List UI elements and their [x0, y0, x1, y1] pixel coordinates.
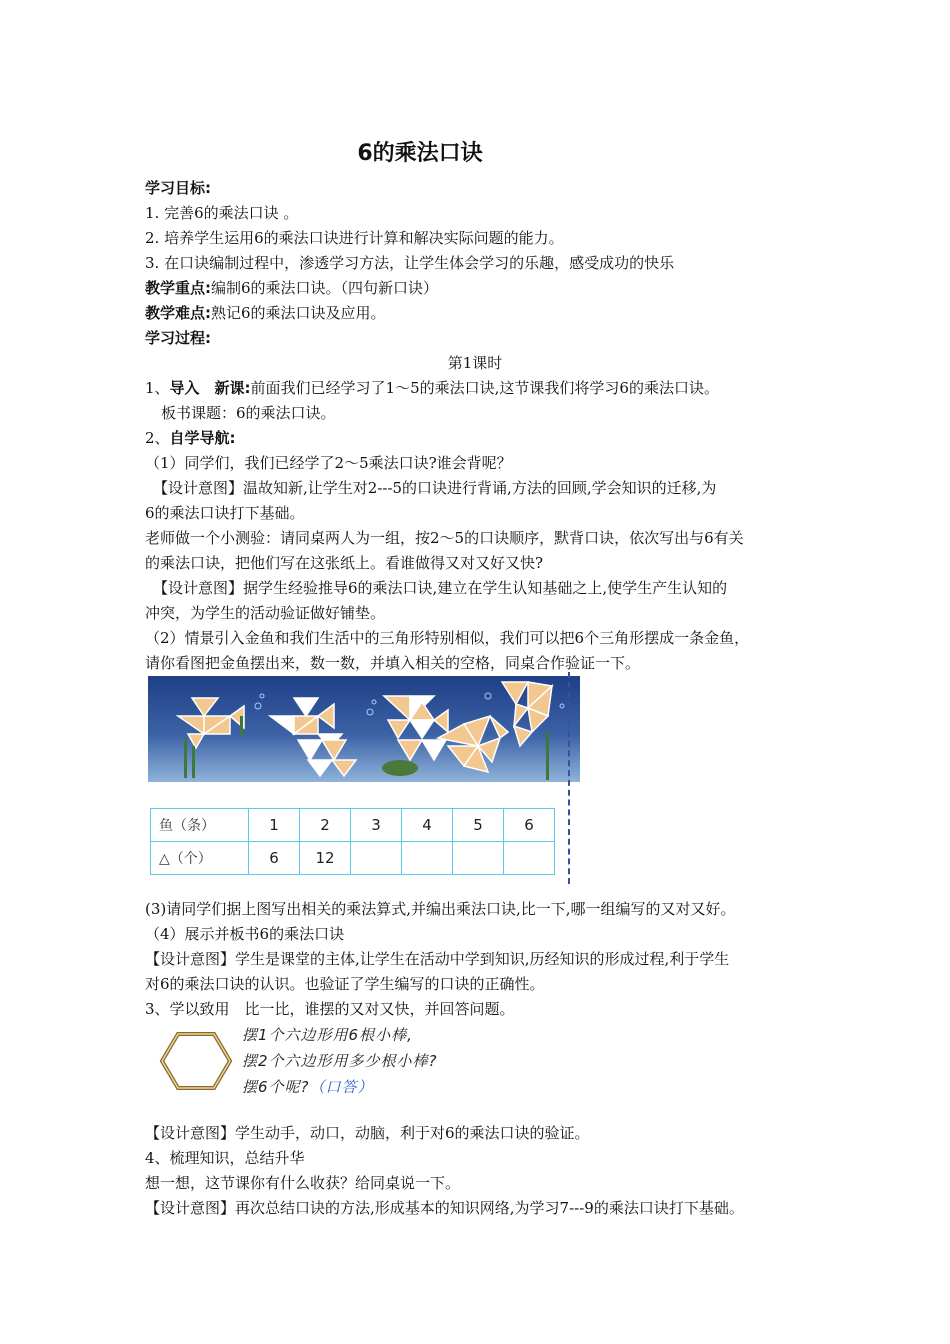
- table-cell: 2: [300, 809, 351, 842]
- key-point: 教学重点:编制6的乘法口诀。（四句新口诀）: [145, 279, 439, 297]
- table-cell: [402, 842, 453, 875]
- goal-1: 1. 完善6的乘法口诀 。: [145, 204, 299, 222]
- table-cell: 12: [300, 842, 351, 875]
- design-3-line1: 【设计意图】学生是课堂的主体,让学生在活动中学到知识,历经知识的形成过程,利于学生: [145, 950, 730, 968]
- row-label-fish: 鱼（条）: [151, 809, 249, 842]
- table-row: [151, 809, 555, 842]
- para-1: （1）同学们，我们已经学了2～5乘法口诀?谁会背呢？: [145, 454, 512, 472]
- table-cell: [453, 842, 504, 875]
- table-cell: 5: [453, 809, 504, 842]
- para-2-line2: 请你看图把金鱼摆出来，数一数，并填入相关的空格，同桌合作验证一下。: [145, 654, 641, 672]
- table-cell: 1: [249, 809, 300, 842]
- design-1-line1: 【设计意图】温故知新,让学生对2---5的口诀进行背诵,方法的回顾,学会知识的迁移,为: [153, 479, 717, 497]
- table-cell: [351, 842, 402, 875]
- hex-line-2: 摆2个六边形用多少根小棒?: [242, 1052, 438, 1070]
- design-2-line2: 冲突，为学生的活动验证做好铺垫。: [145, 604, 386, 622]
- goal-2: 2. 培养学生运用6的乘法口诀进行计算和解决实际问题的能力。: [145, 229, 564, 247]
- section-3: 3、学以致用 比一比，谁摆的又对又快，并回答问题。: [145, 1000, 515, 1018]
- para-3: (3)请同学们据上图写出相关的乘法算式,并编出乘法口诀,比一下,哪一组编写的又对又好。: [145, 900, 736, 918]
- goal-3: 3. 在口诀编制过程中，渗透学习方法，让学生体会学习的乐趣，感受成功的快乐: [145, 254, 675, 272]
- table-cell: [504, 842, 555, 875]
- hexagon-questions: [242, 1022, 438, 1100]
- design-4: 【设计意图】学生动手，动口，动脑，利于对6的乘法口诀的验证。: [145, 1124, 590, 1142]
- table-cell: 6: [504, 809, 555, 842]
- design-1-line2: 6的乘法口诀打下基础。: [145, 504, 305, 522]
- goldfish-figure: [148, 676, 580, 882]
- section-2: 2、自学导航:: [145, 429, 236, 447]
- process-heading: 学习过程:: [145, 329, 211, 347]
- table-row: [151, 842, 555, 875]
- dashed-divider: [568, 672, 570, 884]
- table-cell: 6: [249, 842, 300, 875]
- goals-heading: 学习目标:: [145, 179, 211, 197]
- goldfish-shapes: [148, 676, 580, 782]
- page-title: 6的乘法口诀: [357, 141, 483, 166]
- para-2-line1: （2）情景引入金鱼和我们生活中的三角形特别相似，我们可以把6个三角形摆成一条金鱼，: [145, 629, 750, 647]
- section-1: 1、导入 新课:前面我们已经学习了1～5的乘法口诀,这节课我们将学习6的乘法口诀。: [145, 379, 719, 397]
- test-line2: 的乘法口诀，把他们写在这张纸上。看谁做得又对又好又快?: [145, 554, 544, 572]
- hexagon-figure: [150, 1020, 482, 1098]
- fish-count-table: [150, 808, 555, 875]
- para-5: 想一想，这节课你有什么收获？给同桌说一下。: [145, 1174, 461, 1192]
- hex-line-1: 摆1个六边形用6根小棒,: [242, 1026, 413, 1044]
- hex-line-3: 摆6个呢?（口答）: [242, 1078, 374, 1096]
- hexagon-icon: [156, 1026, 236, 1096]
- table-cell: 4: [402, 809, 453, 842]
- sea-background: [148, 676, 580, 782]
- design-5: 【设计意图】再次总结口诀的方法,形成基本的知识网络,为学习7---9的乘法口诀打下基础。: [145, 1199, 744, 1217]
- design-2-line1: 【设计意图】据学生经验推导6的乘法口诀,建立在学生认知基础之上,使学生产生认知的: [153, 579, 728, 597]
- section-1-sub: 板书课题：6的乘法口诀。: [161, 404, 336, 422]
- row-label-triangle: △（个）: [151, 842, 249, 875]
- section-4: 4、梳理知识，总结升华: [145, 1149, 305, 1167]
- lesson-label: 第1课时: [447, 354, 503, 372]
- table-cell: 3: [351, 809, 402, 842]
- para-4: （4）展示并板书6的乘法口诀: [145, 925, 345, 943]
- test-line1: 老师做一个小测验：请同桌两人为一组，按2～5的口诀顺序，默背口诀，依次写出与6有关: [145, 529, 744, 547]
- difficulty: 教学难点:熟记6的乘法口诀及应用。: [145, 304, 386, 322]
- design-3-line2: 对6的乘法口诀的认识。也验证了学生编写的口诀的正确性。: [145, 975, 545, 993]
